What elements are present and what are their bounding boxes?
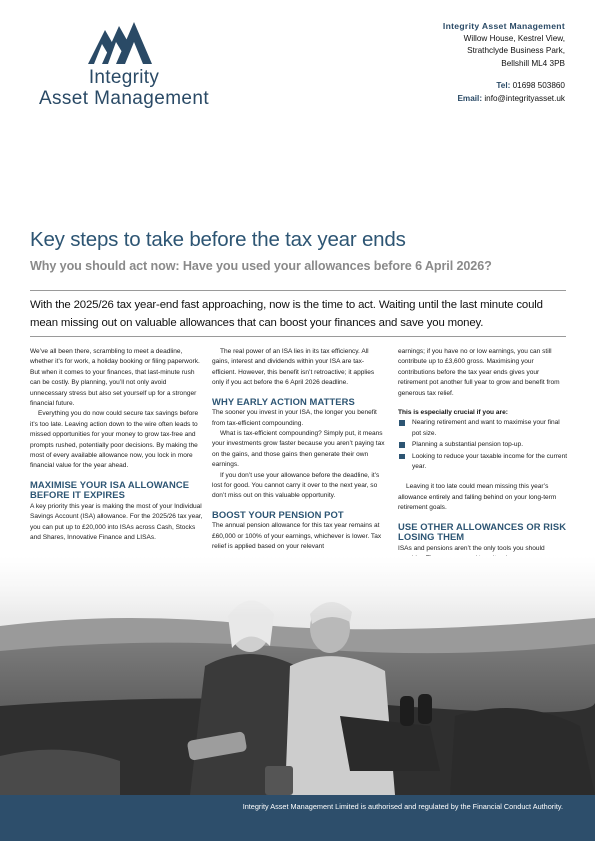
logo-text-line2: Asset Management <box>38 88 210 109</box>
divider <box>30 336 566 337</box>
divider <box>30 290 566 291</box>
company-logo <box>24 20 224 112</box>
body-paragraph: What is tax-efficient compounding? Simply put, it means your investments grow faster because you aren’t paying tax on the gains, and those gains then generate their own earnings. <box>212 429 385 469</box>
contact-block <box>443 20 565 105</box>
telephone-label: Tel: <box>496 81 511 90</box>
section-heading: BOOST YOUR PENSION POT <box>212 508 344 520</box>
telephone-row <box>443 80 565 93</box>
body-paragraph: If you don’t use your allowance before the deadline, it’s lost for good. You cannot carry it over to the next year, so don’t miss out on this valuable opportunity. <box>212 471 380 500</box>
address-line: Bellshill ML4 3PB <box>501 58 565 68</box>
firm-name: Integrity Asset Management <box>442 21 565 31</box>
mountain-logo-icon <box>88 20 152 64</box>
list-item: Planning a substantial pension top-up. <box>398 440 570 450</box>
column-2 <box>212 347 386 553</box>
list-item: Nearing retirement and want to maximise your final pot size. <box>398 418 570 439</box>
square-bullet-icon <box>399 454 405 460</box>
article-title: Key steps to take before the tax year ends <box>30 228 406 251</box>
intro-paragraph: With the 2025/26 tax year-end fast approaching, now is the time to act. Waiting until the last minute could mean missing out on valuable allowances that can boost your finances and save you money. <box>30 299 543 329</box>
bullet-list <box>398 418 570 472</box>
section-heading: USE OTHER ALLOWANCES OR RISK LOSING THEM <box>398 520 567 543</box>
logo-text-line1: Integrity <box>88 67 160 88</box>
body-paragraph: ISAs and pensions aren’t the only tools you should <box>398 544 545 552</box>
column-1 <box>30 347 204 544</box>
body-paragraph: The annual pension allowance for this tax year remains at £60,000 or 100% of your earnings, whichever is lower. Tax relief is applied based on your relevant <box>212 522 382 551</box>
body-paragraph: Everything you do now could secure tax savings before it’s too late. Leaving action down to the wire often leads to missed opportunities for your money to grow tax-free and prompts rushed, potentially poor decisions. By making the most of every available allowance now, you lock in more financial value for the year ahead. <box>30 410 199 470</box>
square-bullet-icon <box>399 420 405 426</box>
list-intro: This is especially crucial if you are: <box>398 409 508 417</box>
section-heading: MAXIMISE YOUR ISA ALLOWANCE BEFORE IT EXPIRES <box>30 478 190 501</box>
article-subtitle: Why you should act now: Have you used your allowances before 6 April 2026? <box>30 259 492 273</box>
email-label: Email: <box>457 93 483 103</box>
email-address[interactable]: info@integrityasset.uk <box>484 93 565 103</box>
telephone-number[interactable]: 01698 503860 <box>512 81 565 90</box>
regulatory-statement: Integrity Asset Management Limited is authorised and regulated by the Financial Conduct Authority. <box>242 802 563 811</box>
body-paragraph: The real power of an ISA lies in its tax efficiency. All gains, interest and dividends within your ISA are tax-efficient. However, this benefit isn’t retroactive; it applies only if you act before the 6 April 2026 deadline. <box>212 348 375 387</box>
body-paragraph: Leaving it too late could mean missing this year’s allowance entirely and falling behind on your long-term retirement goals. <box>398 483 557 512</box>
address-line: Willow House, Kestrel View, <box>463 33 565 43</box>
body-paragraph: earnings; if you have no or low earnings, you can still contribute up to £3,600 gross. Maximising your contributions before the tax year ends gives your retirement pot another full year to grow and benefit from generous tax relief. <box>398 348 560 397</box>
section-heading: WHY EARLY ACTION MATTERS <box>212 395 355 407</box>
body-paragraph: We’ve all been there, scrambling to meet a deadline, whether it’s for work, a holiday booking or filing paperwork. But when it comes to your finances, that last-minute rush can be costly. By planning, you’ll not only avoid unnecessary stress but also set yourself up for a stronger financial future. <box>30 348 200 408</box>
email-row <box>443 93 565 106</box>
column-3 <box>398 347 570 565</box>
body-paragraph: The sooner you invest in your ISA, the longer you benefit from tax-efficient compounding. <box>212 409 377 427</box>
list-item: Looking to reduce your taxable income for the current year. <box>398 452 570 473</box>
couple-outdoors-photo <box>0 556 595 795</box>
address-line: Strathclyde Business Park, <box>467 46 565 55</box>
square-bullet-icon <box>399 442 405 448</box>
footer-bar <box>0 795 595 841</box>
body-paragraph: A key priority this year is making the most of your Individual Savings Account (ISA) allowance. For the 2025/26 tax year, you can put up to £20,000 into ISAs across Cash, Stocks and Shares, Innovative Finance and LISAs. <box>30 502 203 542</box>
